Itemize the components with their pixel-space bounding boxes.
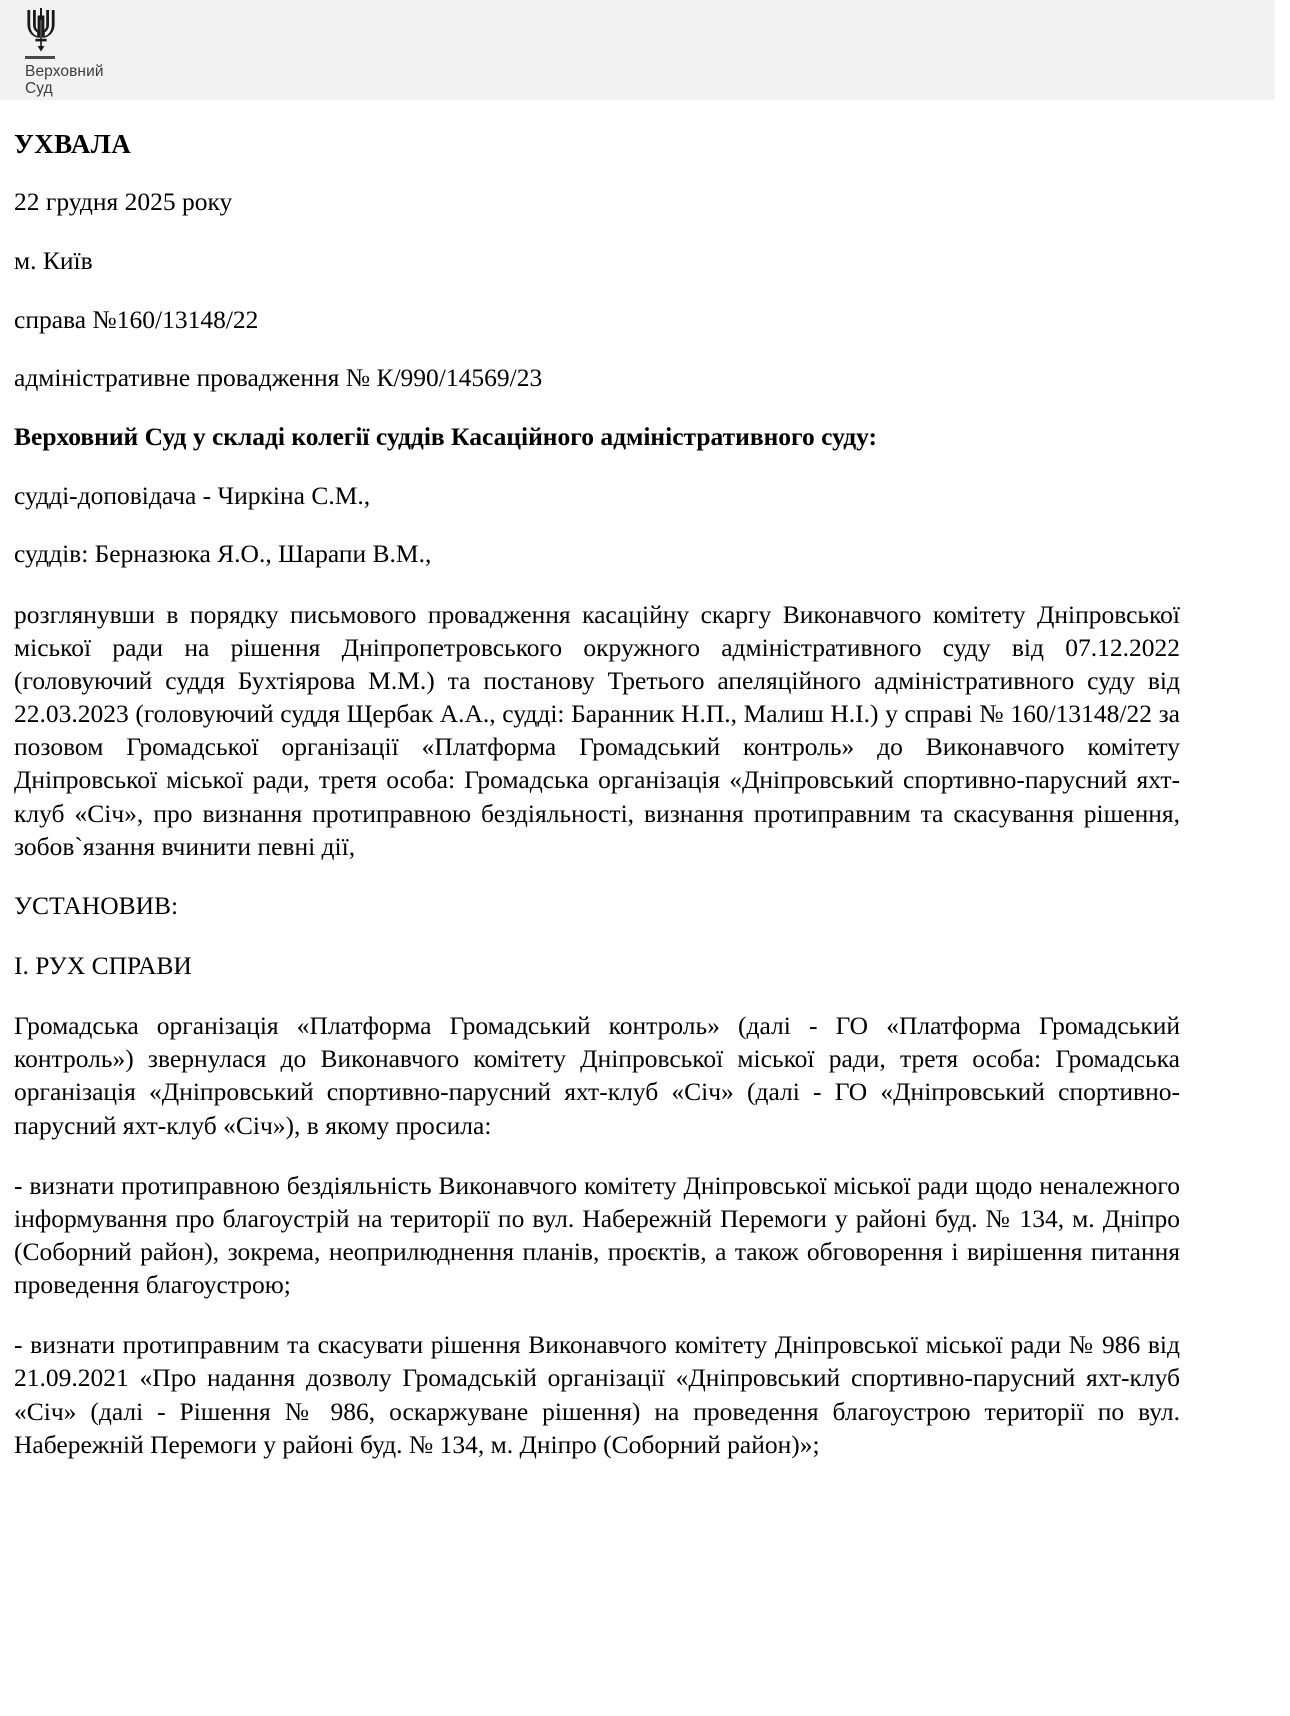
proceeding-number: адміністративне провадження № К/990/14569/23 [14, 363, 543, 393]
reporting-judge: судді-доповідача - Чиркіна С.М., [14, 480, 371, 510]
court-header-band [0, 0, 1275, 100]
wordmark-line-2: Суд [25, 80, 53, 97]
case-number: справа №160/13148/22 [14, 304, 259, 334]
wordmark-line-1: Верховний [25, 63, 104, 80]
judges-list: суддів: Берназюка Я.О., Шарапи В.М., [14, 539, 432, 569]
ukraine-trident-emblem-icon [24, 6, 58, 52]
claim-item-1: - визнати протиправною бездіяльність Виконавчого комітету Дніпровської міської ради щодо неналежного інформування про благоустрій на території по вул. Набережній Перемоги у районі буд. № 134, м. Дніпро (Соборний район), зокрема, неоприлюднення планів, проєктів, а також обговорення і вирішення питання проведення благоустрою; [14, 1170, 1180, 1300]
section-1-heading: І. РУХ СПРАВИ [14, 950, 192, 980]
document-title: УХВАЛА [14, 129, 132, 159]
court-wordmark [25, 63, 1275, 97]
document-date: 22 грудня 2025 року [14, 187, 233, 217]
claim-item-2: - визнати протиправним та скасувати рішення Виконавчого комітету Дніпровської міської ради № 986 від 21.09.2021 «Про надання дозволу Громадській організації «Дніпровський спортивно-парусний яхт-клуб «Січ» (далі - Рішення № 986, оскаржуване рішення) на проведення благоустрою території по вул. Набережній Перемоги у районі буд. № 134, м. Дніпро (Соборний район)»; [14, 1330, 1180, 1459]
established-heading: УСТАНОВИВ: [14, 890, 179, 920]
document-body [0, 128, 1290, 1479]
document-city: м. Київ [14, 246, 93, 276]
panel-heading: Верховний Суд у складі колегії суддів Касаційного адміністративного суду: [14, 421, 878, 451]
preamble-paragraph: розглянувши в порядку письмового провадження касаційну скаргу Виконавчого комітету Дніпровської міської ради на рішення Дніпропетровського окружного адміністративного суду від 07.12.2022 (головуючий суддя Бухтіярова М.М.) та постанову Третього апеляційного адміністративного суду від 22.03.2023 (головуючий суддя Щербак А.А., судді: Баранник Н.П., Малиш Н.І.) у справі № 160/13148/22 за позовом Громадської організації «Платформа Громадський контроль» до Виконавчого комітету Дніпровської міської ради, третя особа: Громадська організація «Дніпровський спортивно-парусний яхт-клуб «Січ», про визнання протиправною бездіяльності, визнання протиправним та скасування рішення, зобов`язання вчинити певні дії, [14, 599, 1180, 861]
case-intro-paragraph: Громадська організація «Платформа Громадський контроль» (далі - ГО «Платформа Громадський контроль») звернулася до Виконавчого комітету Дніпровської міської ради, третя особа: Громадська організація «Дніпровський спортивно-парусний яхт-клуб «Січ» (далі - ГО «Дніпровський спортивно-парусний яхт-клуб «Січ»), в якому просила: [14, 1011, 1180, 1140]
wordmark-divider-rule [25, 56, 55, 59]
